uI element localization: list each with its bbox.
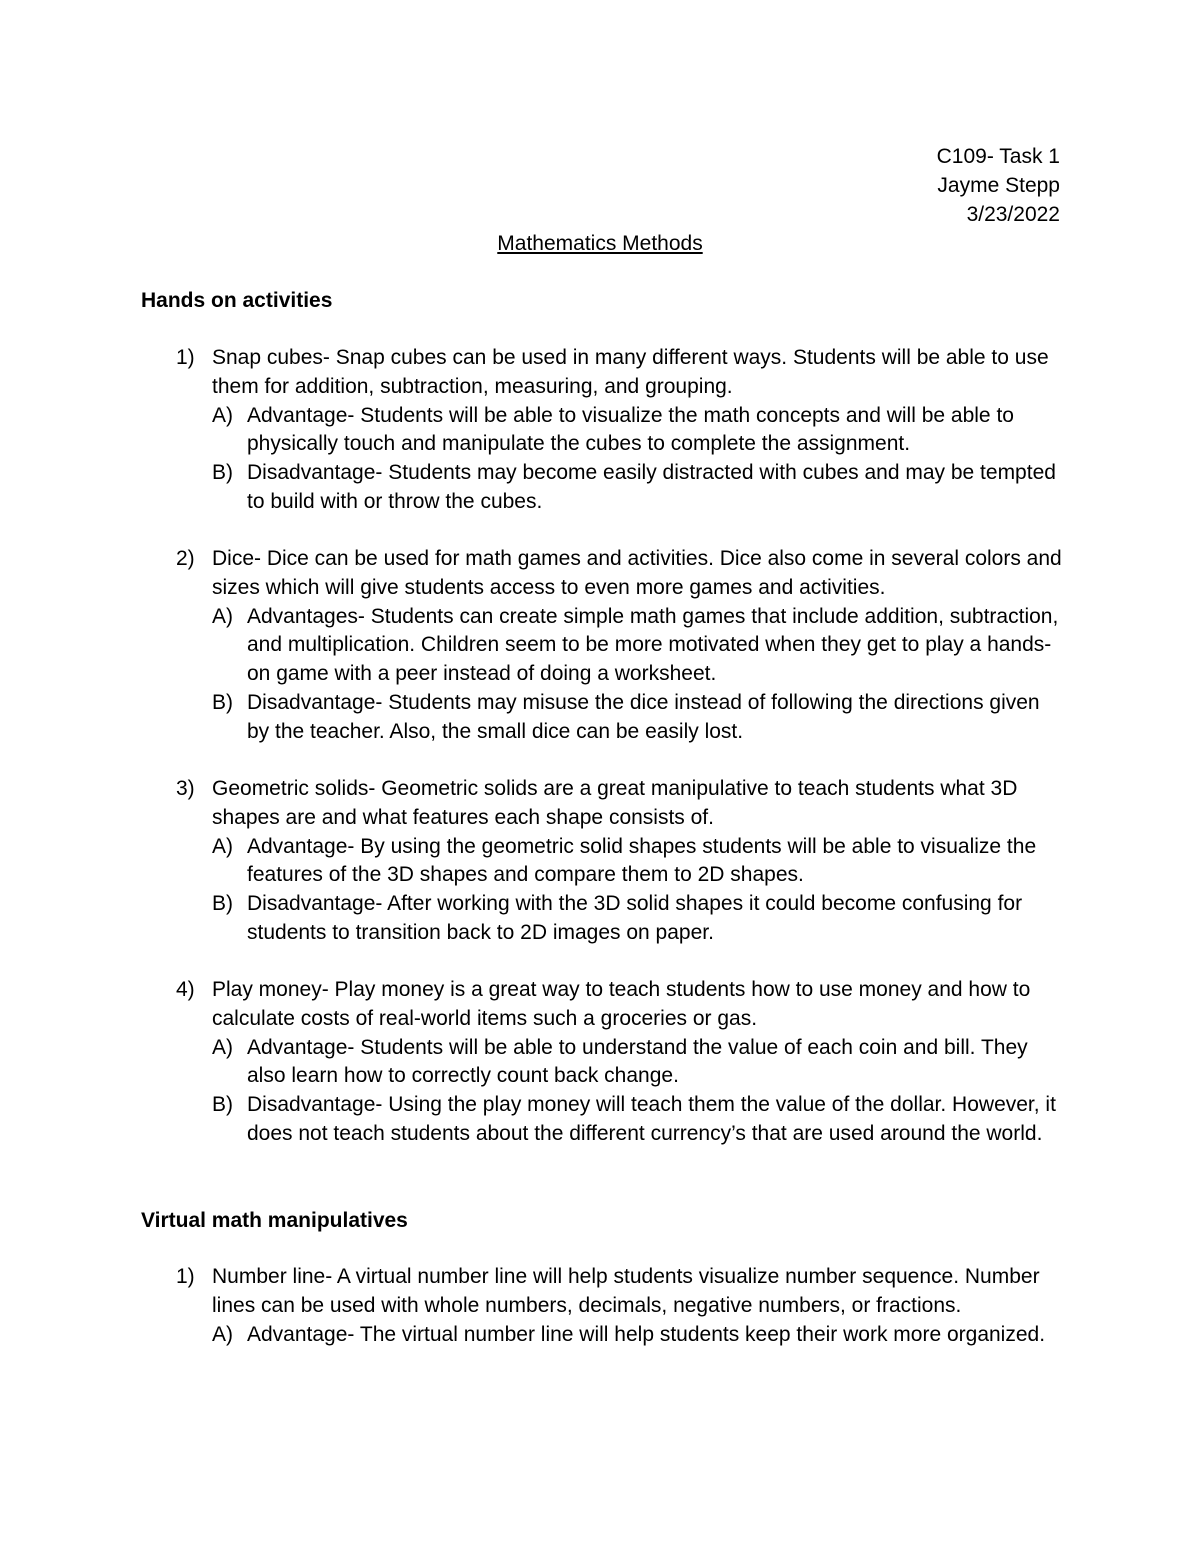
sub-item-text: Disadvantage- Students may become easily distracted with cubes and may be tempted to build with or throw the cubes.: [247, 461, 1056, 513]
sub-item-text: Disadvantage- After working with the 3D solid shapes it could become confusing for students to transition back to 2D images on paper.: [247, 892, 1023, 944]
list-item: [176, 1263, 1066, 1349]
sub-item-letter: B): [212, 461, 233, 485]
section-heading-hands-on: Hands on activities: [141, 289, 333, 312]
sub-item-letter: B): [212, 892, 233, 916]
item-number: 1): [176, 346, 195, 369]
sub-item-letter: A): [212, 604, 233, 628]
item-text: Geometric solids- Geometric solids are a great manipulative to teach students what 3D shapes are and what features each shape consists of.: [212, 777, 1018, 829]
sub-item: [212, 603, 1066, 689]
sub-item: [212, 459, 1066, 517]
section-heading-virtual: Virtual math manipulatives: [141, 1209, 408, 1232]
sub-item-letter: A): [212, 403, 233, 427]
sub-item-text: Advantage- Students will be able to visualize the math concepts and will be able to physically touch and manipulate the cubes to complete the assignment.: [247, 403, 1014, 456]
sub-item: [212, 1091, 1066, 1149]
item-number: 2): [176, 547, 195, 570]
course-label: C109- Task 1: [936, 145, 1060, 168]
sub-item: [212, 402, 1066, 460]
list-item: [176, 344, 1066, 517]
sub-item-text: Disadvantage- Students may misuse the dice instead of following the directions given by the teacher. Also, the small dice can be easily lost.: [247, 690, 1040, 743]
sub-item-letter: A): [212, 1322, 233, 1346]
header-block: [937, 142, 1060, 229]
document-title: Mathematics Methods: [497, 232, 703, 255]
list-item: [176, 545, 1066, 747]
list-item: [176, 976, 1066, 1149]
sub-item-text: Disadvantage- Using the play money will teach them the value of the dollar. However, it does not teach students about the different currency’s that are used around the world.: [247, 1093, 1056, 1145]
sub-item: [212, 689, 1066, 747]
item-text: Snap cubes- Snap cubes can be used in many different ways. Students will be able to use them for addition, subtraction, measuring, and grouping.: [212, 346, 1049, 398]
sub-item: [212, 833, 1066, 891]
document-date: 3/23/2022: [966, 203, 1060, 226]
sub-item: [212, 1034, 1066, 1092]
item-text: Number line- A virtual number line will help students visualize number sequence. Number lines can be used with whole numbers, decimals, negative numbers, or fractions.: [212, 1265, 1040, 1317]
item-number: 4): [176, 978, 195, 1001]
sub-item-text: Advantages- Students can create simple math games that include addition, subtraction, and multiplication. Children seem to be more motivated when they get to play a hands-on game with a peer instead of doing a worksheet.: [247, 604, 1059, 686]
sub-item-letter: A): [212, 1035, 233, 1059]
sub-item-letter: B): [212, 1093, 233, 1117]
item-number: 3): [176, 777, 195, 800]
sub-item-text: Advantage- Students will be able to understand the value of each coin and bill. They also learn how to correctly count back change.: [247, 1035, 1028, 1088]
sub-item: [212, 890, 1066, 948]
sub-item: [212, 1321, 1066, 1350]
item-number: 1): [176, 1265, 195, 1288]
sub-item-letter: A): [212, 834, 233, 858]
sub-item-text: Advantage- The virtual number line will help students keep their work more organized.: [247, 1322, 1046, 1346]
author-name: Jayme Stepp: [937, 174, 1060, 197]
sub-item-text: Advantage- By using the geometric solid shapes students will be able to visualize the features of the 3D shapes and compare them to 2D shapes.: [247, 834, 1037, 887]
item-text: Play money- Play money is a great way to teach students how to use money and how to calculate costs of real-world items such a groceries or gas.: [212, 978, 1031, 1030]
sub-item-letter: B): [212, 690, 233, 714]
item-text: Dice- Dice can be used for math games and activities. Dice also come in several colors and sizes which will give students access to even more games and activities.: [212, 547, 1062, 599]
list-item: [176, 775, 1066, 948]
